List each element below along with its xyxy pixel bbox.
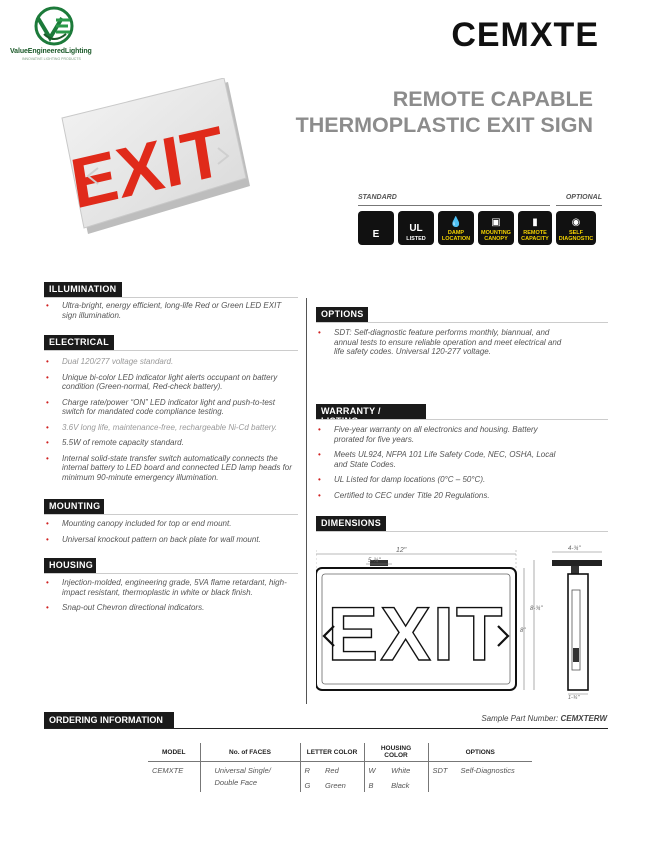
list-item: • UL Listed for damp locations (0°C – 50°C). xyxy=(316,475,566,485)
housing-rule xyxy=(44,573,298,574)
housing-color-code: B xyxy=(364,777,387,792)
column-header-faces: No. of FACES xyxy=(200,743,300,762)
depth-canopy-label: 4-¾" xyxy=(568,546,581,552)
table-row xyxy=(148,762,532,778)
warranty-rule xyxy=(316,419,608,420)
ordering-table xyxy=(148,743,532,792)
canopy-glyph: ▣ xyxy=(491,217,501,228)
letter-color-code: R xyxy=(300,762,321,778)
list-item: • Meets UL924, NFPA 101 Life Safety Code, NEC, OSHA, Local and State Codes. xyxy=(316,450,566,469)
model-cell: CEMXTE xyxy=(152,766,184,775)
housing-color-code: W xyxy=(364,762,387,778)
drawing-exit-text: EXIT xyxy=(327,592,505,677)
brand-name: ValueEngineeredLighting xyxy=(10,48,92,55)
ordering-header: ORDERING INFORMATION xyxy=(44,712,174,728)
option-code: SDT xyxy=(428,762,457,778)
self-diagnostic-badge-icon: ◉ SELF DIAGNOSTIC xyxy=(556,211,596,245)
list-item: • Ultra-bright, energy efficient, long-life Red or Green LED EXIT sign illumination. xyxy=(44,301,294,320)
housing-list xyxy=(44,578,298,619)
list-item: • Snap-out Chevron directional indicators. xyxy=(44,603,298,613)
product-photo-exit-text: EXIT xyxy=(65,111,230,224)
height-total-label: 8-¾" xyxy=(530,606,543,612)
damp-location-badge-icon: 💧 DAMP LOCATION xyxy=(438,211,474,245)
column-header-letter-color: LETTER COLOR xyxy=(300,743,364,762)
side-housing xyxy=(568,574,588,690)
housing-color-name: White xyxy=(391,766,411,775)
ul-listed-badge-icon: UL LISTED xyxy=(398,211,434,245)
letter-color-code: G xyxy=(300,777,321,792)
sample-value: CEMXTERW xyxy=(560,714,607,723)
product-photo xyxy=(58,78,254,238)
remote-capacity-badge-icon: ▮ REMOTE CAPACITY xyxy=(518,211,552,245)
product-title-line2: THERMOPLASTIC EXIT SIGN xyxy=(295,113,593,137)
list-item: • 5.5W of remote capacity standard. xyxy=(44,438,298,448)
options-list xyxy=(316,328,562,363)
cec-glyph: E xyxy=(372,229,380,240)
list-item: • Certified to CEC under Title 20 Regulations. xyxy=(316,491,566,501)
list-item: • 3.6V long life, maintenance-free, rechargeable Ni-Cd battery. xyxy=(44,423,298,433)
sample-label: Sample Part Number: xyxy=(481,714,559,723)
diagnostic-glyph: ◉ xyxy=(571,217,581,228)
mounting-canopy-badge-icon: ▣ MOUNTING CANOPY xyxy=(478,211,514,245)
faces-cell-line1: Universal Single/ xyxy=(200,762,300,778)
housing-color-name: Black xyxy=(391,781,410,790)
product-title xyxy=(296,86,593,138)
mounting-list xyxy=(44,519,298,550)
model-number: CEMXTE xyxy=(451,16,599,54)
option-name: Self-Diagnostics xyxy=(460,766,515,775)
list-item: • Universal knockout pattern on back plate for wall mount. xyxy=(44,535,298,545)
dimensions-rule xyxy=(316,531,608,532)
table-header-row xyxy=(148,743,532,762)
sample-part-number xyxy=(481,714,607,723)
mounting-header: MOUNTING xyxy=(44,499,104,514)
list-item: • Charge rate/power “ON” LED indicator light and push-to-test switch for mandated code compliance testing. xyxy=(44,398,298,417)
optional-label: OPTIONAL xyxy=(565,194,602,201)
options-header: OPTIONS xyxy=(316,307,368,322)
list-item: • SDT: Self-diagnostic feature performs monthly, biannual, and annual tests to ensure reliable operation and meet electrical and life safety codes. Universal 120-277 voltage. xyxy=(316,328,562,357)
housing-header: HOUSING xyxy=(44,558,96,573)
column-divider xyxy=(306,298,307,704)
letter-color-name: Green xyxy=(325,781,346,790)
electrical-header: ELECTRICAL xyxy=(44,335,114,350)
column-header-model: MODEL xyxy=(148,743,200,762)
illumination-list xyxy=(44,301,294,326)
list-item: • Injection-molded, engineering grade, 5VA flame retardant, high-impact resistant, thermoplastic in white or black finish. xyxy=(44,578,298,597)
electrical-list xyxy=(44,357,298,488)
list-item: • Five-year warranty on all electronics and housing. Battery prorated for five years. xyxy=(316,425,566,444)
optional-divider xyxy=(556,205,602,206)
options-rule xyxy=(316,322,608,323)
canopy-width-label: 5-¾" xyxy=(368,558,381,564)
illumination-header: ILLUMINATION xyxy=(44,282,122,297)
cec-badge-icon xyxy=(358,211,394,245)
illumination-rule xyxy=(44,297,298,298)
list-item: • Internal solid-state transfer switch automatically connects the internal battery to LED board and connected LED lamp heads for minimum 90-minute emergency illumination. xyxy=(44,454,298,483)
column-header-options: OPTIONS xyxy=(428,743,532,762)
table-row xyxy=(148,777,532,792)
column-header-housing-color: HOUSING COLOR xyxy=(364,743,428,762)
product-title-line1: REMOTE CAPABLE xyxy=(392,87,593,111)
dimension-drawing xyxy=(316,540,606,700)
standard-label: STANDARD xyxy=(358,194,397,201)
standard-divider xyxy=(358,205,550,206)
warranty-list xyxy=(316,425,566,506)
width-total-label: 12" xyxy=(396,547,407,554)
depth-body-label: 1-¾" xyxy=(568,695,580,700)
mounting-rule xyxy=(44,514,298,515)
water-drops-glyph: 💧 xyxy=(449,217,463,228)
ordering-rule xyxy=(44,728,608,729)
faces-cell-line2: Double Face xyxy=(200,777,300,792)
list-item: • Unique bi-color LED indicator light alerts occupant on battery condition (Green-normal, Red-check battery). xyxy=(44,373,298,392)
brand-tagline: INNOVATIVE LIGHTING PRODUCTS xyxy=(22,57,81,61)
letter-color-name: Red xyxy=(325,766,339,775)
electrical-rule xyxy=(44,350,298,351)
list-item: • Mounting canopy included for top or end mount. xyxy=(44,519,298,529)
warranty-header: WARRANTY / LISTING xyxy=(316,404,426,419)
ul-glyph: UL xyxy=(409,223,423,234)
height-body-label: 8" xyxy=(520,628,526,634)
battery-glyph: ▮ xyxy=(532,217,538,228)
list-item: • Dual 120/277 voltage standard. xyxy=(44,357,298,367)
dimensions-header: DIMENSIONS xyxy=(316,516,386,531)
side-canopy xyxy=(552,560,602,566)
